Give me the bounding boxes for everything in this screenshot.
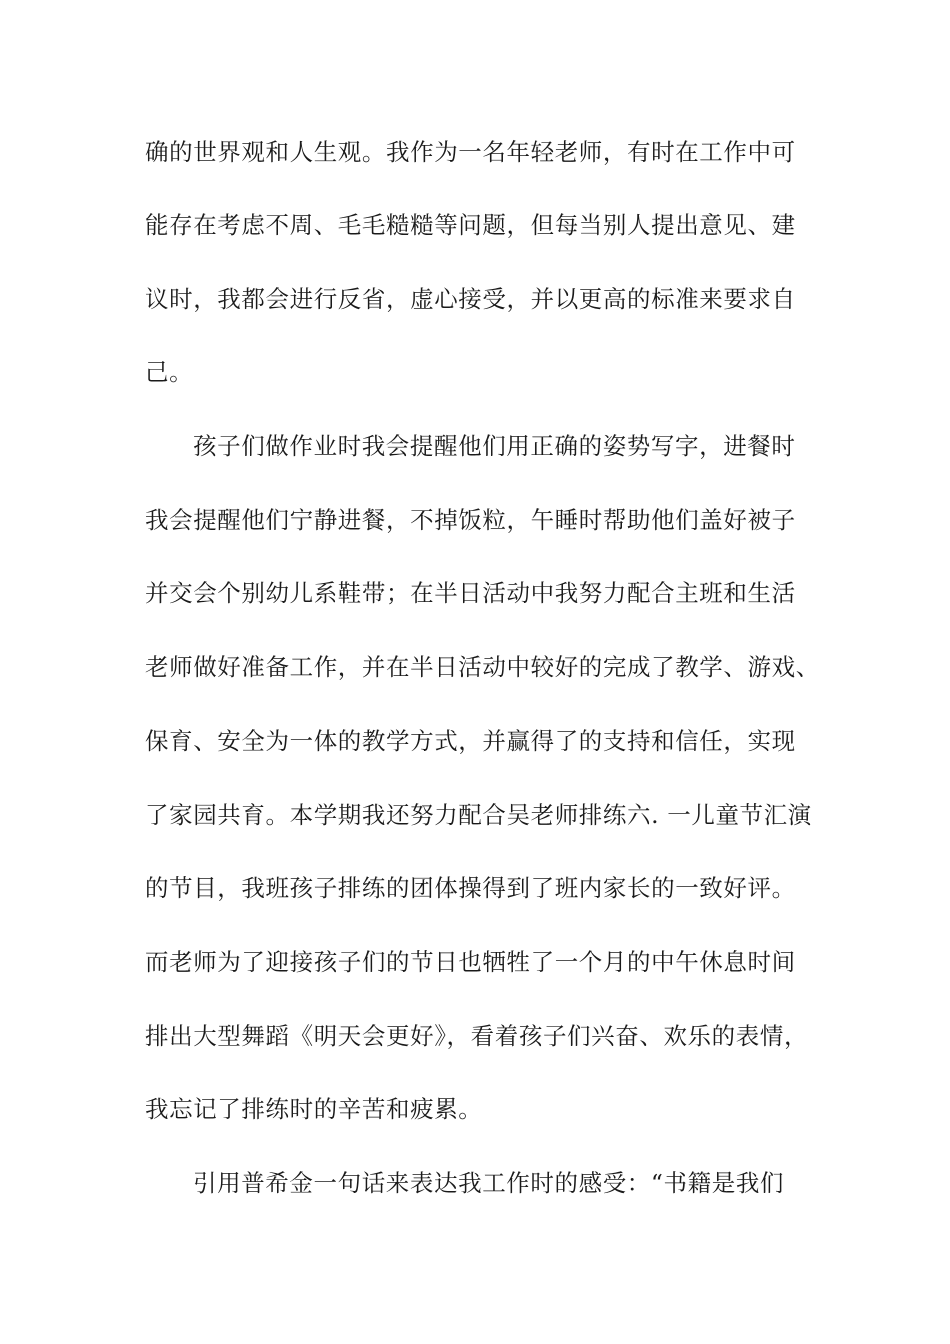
text-line: 我忘记了排练时的辛苦和疲累。: [145, 1095, 483, 1123]
text-line: 了家园共育。本学期我还努力配合吴老师排练六. 一儿童节汇演: [145, 801, 812, 829]
text-line: 己。: [145, 358, 194, 386]
text-line: 确的世界观和人生观。我作为一名年轻老师，有时在工作中可: [145, 138, 796, 166]
text-line: 孩子们做作业时我会提醒他们用正确的姿势写字，进餐时: [193, 432, 796, 460]
text-line: 议时，我都会进行反省，虚心接受，并以更高的标准来要求自: [145, 285, 796, 313]
text-line: 能存在考虑不周、毛毛糙糙等问题，但每当别人提出意见、建: [145, 211, 796, 239]
text-line: 引用普希金一句话来表达我工作时的感受：“书籍是我们: [193, 1169, 785, 1197]
text-line: 的节目，我班孩子排练的团体操得到了班内家长的一致好评。: [145, 874, 796, 902]
text-line: 而老师为了迎接孩子们的节日也牺牲了一个月的中午休息时间: [145, 948, 796, 976]
text-line: 老师做好准备工作，并在半日活动中较好的完成了教学、游戏、: [145, 653, 820, 681]
text-line: 我会提醒他们宁静进餐，不掉饭粒，午睡时帮助他们盖好被子: [145, 506, 796, 534]
text-line: 排出大型舞蹈《明天会更好》，看着孩子们兴奋、欢乐的表情，: [145, 1022, 809, 1050]
text-line: 并交会个别幼儿系鞋带；在半日活动中我努力配合主班和生活: [145, 579, 796, 607]
text-line: 保育、安全为一体的教学方式，并赢得了的支持和信任，实现: [145, 727, 796, 755]
